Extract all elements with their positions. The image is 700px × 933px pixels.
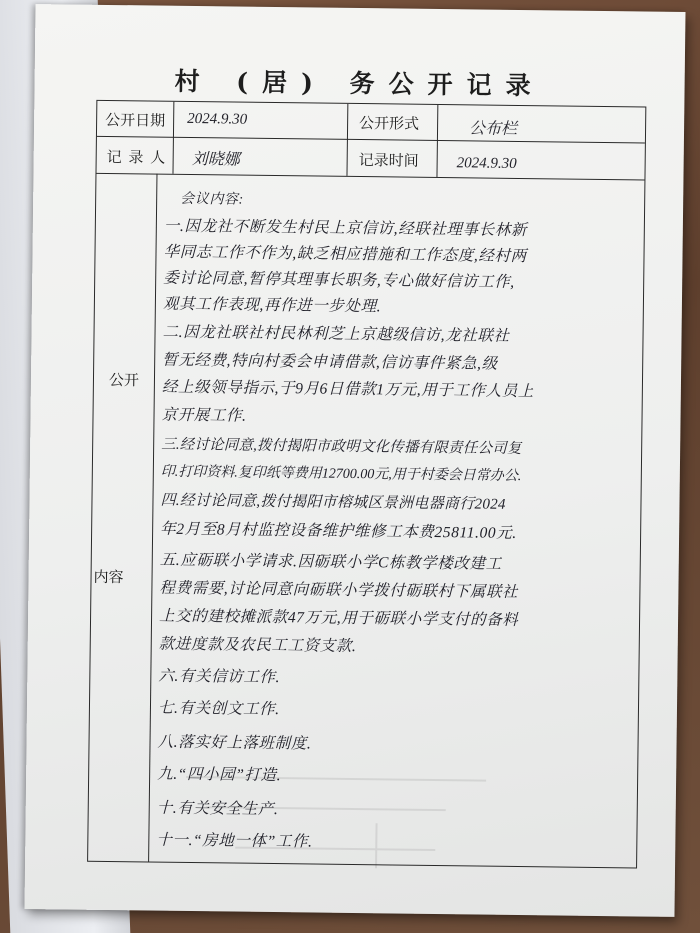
content-line: 京开展工作. [161, 406, 247, 425]
content-line: 七.有关创文工作. [157, 699, 280, 719]
content-line: 暂无经费,特向村委会申请借款,信访事件紧急,级 [162, 351, 498, 373]
content-line: 经上级领导指示,于9月6日借款1万元,用于工作人员上 [161, 378, 535, 401]
record-time-value: 2024.9.30 [456, 155, 517, 172]
content-line: 十一.“房地一体”工作. [156, 831, 313, 851]
content-line: 八.落实好上落班制度. [157, 733, 312, 753]
content-line: 款进度款及农民工工资支款. [158, 635, 357, 656]
content-line: 华同志工作不作为,缺乏相应措施和工作态度,经村两 [163, 243, 527, 266]
row-divider-1 [97, 136, 645, 144]
content-line: 二.因龙社联社村民林利芝上京越级信访,龙社联社 [162, 323, 510, 345]
content-line: 六.有关信访工作. [158, 667, 281, 687]
row-divider-2 [96, 173, 644, 181]
content-line: 三.经讨论同意,拨付揭阳市政明文化传播有限责任公司复 [161, 436, 522, 458]
recorder-label: 记 录 人 [106, 147, 167, 167]
record-table [87, 100, 646, 869]
content-line: 程费需要,讨论同意向砺联小学拨付砺联村下属联社 [159, 579, 519, 602]
publish-form-label: 公开形式 [359, 114, 420, 133]
content-line: 观其工作表现,再作进一步处理. [162, 295, 382, 316]
publish-date-label: 公开日期 [105, 110, 166, 130]
content-label-top: 公开 [108, 370, 140, 390]
content-line: 会议内容: [180, 191, 244, 208]
publish-date-value: 2024.9.30 [187, 110, 248, 128]
content-line: 四.经讨论同意,拨付揭阳市榕城区景洲电器商行2024 [160, 492, 506, 513]
content-line: 上交的建校摊派款47万元,用于砺联小学支付的备料 [158, 607, 519, 630]
content-line: 五.应砺联小学请求.因砺联小学C栋教学楼改建工 [159, 551, 502, 573]
content-label-bottom: 内容 [93, 567, 124, 587]
recorder-value: 刘晓娜 [191, 150, 240, 169]
publish-form-value: 公布栏 [468, 120, 518, 138]
content-line: 一.因龙社不断发生村民上京信访,经联社理事长林新 [163, 217, 528, 240]
content-col-divider [148, 174, 157, 862]
record-page [24, 4, 685, 917]
show-through-marks [175, 766, 506, 880]
content-line: 印.打印资料.复印纸等费用12700.00元,用于村委会日常办公. [160, 464, 522, 485]
content-line: 十.有关安全生产. [156, 799, 279, 819]
page-title: 村 (居) 务公开记录 [174, 66, 545, 101]
record-time-label: 记录时间 [358, 151, 419, 170]
content-line: 委讨论同意,暂停其理事长职务,专心做好信访工作, [163, 269, 515, 291]
content-line: 九.“四小园”打造. [157, 765, 282, 785]
content-line: 年2月至8月村监控设备维护维修工本费25811.00元. [160, 520, 517, 542]
